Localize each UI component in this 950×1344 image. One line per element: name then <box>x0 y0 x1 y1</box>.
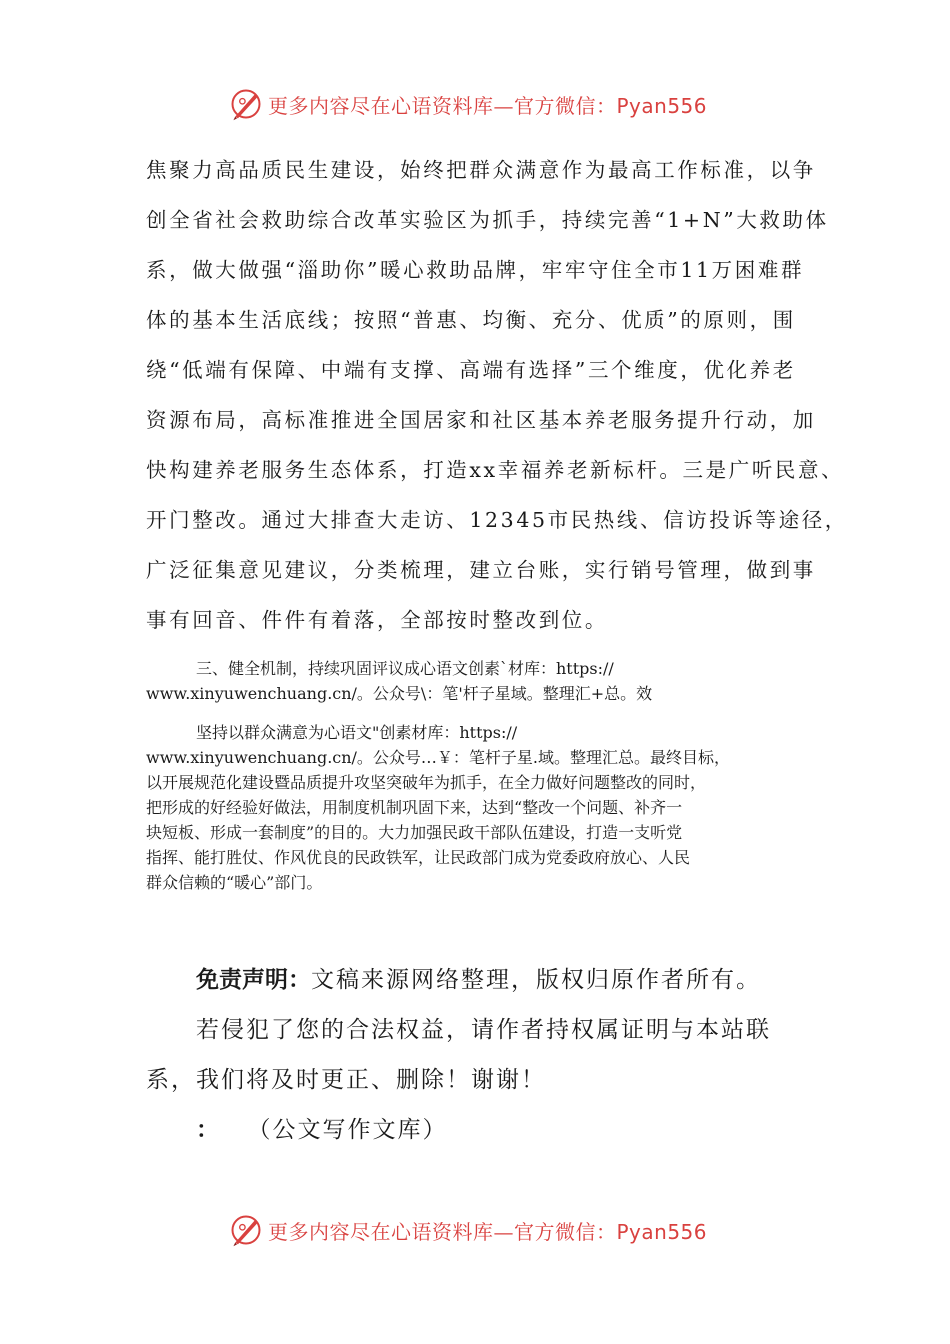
banner-text: 更多内容尽在心语资料库—官方微信： <box>268 1219 617 1244</box>
disclaimer-text: 文稿来源网络整理，版权归原作者所有。 <box>311 967 761 993</box>
text-line: 系，做大做强“淄助你”暖心救助品牌，牢牢守住全市11万困难群 <box>146 258 805 282</box>
text-line: 指挥、能打胜仗、作风优良的民政铁军，让民政部门成为党委政府放心、人民 <box>146 848 691 867</box>
disclaimer-label: 免责声明： <box>196 967 311 993</box>
disclaimer <box>146 960 846 1160</box>
text-line: 创全省社会救助综合改革实验区为抓手，持续完善“1+N”大救助体 <box>146 208 829 232</box>
text-line: 体的基本生活底线；按照“普惠、均衡、充分、优质”的原则，围 <box>146 308 796 332</box>
text-line: 资源布局，高标准推进全国居家和社区基本养老服务提升行动，加 <box>146 408 816 432</box>
banner-wechat-id: Pyan556 <box>616 93 708 118</box>
pen-logo-icon <box>228 86 264 122</box>
section-heading <box>146 656 826 706</box>
heading-line: 三、健全机制，持续巩固评议成心语文创素`材库：https:// <box>196 659 614 678</box>
text-line: 块短板、形成一套制度”的目的。大力加强民政干部队伍建设，打造一支听党 <box>146 823 683 842</box>
text-line: 群众信赖的“暖心”部门。 <box>146 873 323 892</box>
text-line: 快构建养老服务生态体系，打造xx幸福养老新标杆。三是广听民意、 <box>146 458 845 482</box>
pen-logo-icon <box>228 1212 264 1248</box>
text-line: 把形成的好经验好做法，用制度机制巩固下来，达到“整改一个问题、补齐一 <box>146 798 683 817</box>
text-line: 坚持以群众满意为心语文"创素材库：https:// <box>196 723 518 742</box>
header-banner <box>228 84 707 124</box>
text-line: 事有回音、件件有着落，全部按时整改到位。 <box>146 608 608 632</box>
banner-text: 更多内容尽在心语资料库—官方微信： <box>268 93 617 118</box>
text-line: 开门整改。通过大排查大走访、12345市民热线、信访投诉等途径， <box>146 508 848 532</box>
disclaimer-text: 系，我们将及时更正、删除！谢谢！ <box>146 1067 546 1093</box>
text-line: 广泛征集意见建议，分类梳理，建立台账，实行销号管理，做到事 <box>146 558 816 582</box>
section-paragraph <box>146 720 826 895</box>
source-text: （公文写作文库） <box>259 1117 448 1143</box>
text-line: 绕“低端有保障、中端有支撑、高端有选择”三个维度，优化养老 <box>146 358 796 382</box>
text-line: www.xinyuwenchuang.cn/。公众号…￥：笔杆子星.域。整理汇总。最终目标， <box>146 748 731 767</box>
main-paragraph <box>146 152 848 652</box>
text-line: 焦聚力高品质民生建设，始终把群众满意作为最高工作标准，以争 <box>146 158 816 182</box>
source-colon: ： <box>196 1117 221 1143</box>
disclaimer-text: 若侵犯了您的合法权益，请作者持权属证明与本站联 <box>196 1017 771 1043</box>
banner-wechat-id: Pyan556 <box>616 1219 708 1244</box>
footer-banner <box>228 1210 707 1250</box>
heading-line: www.xinyuwenchuang.cn/。公众号\：笔'杆子星域。整理汇+总。效 <box>146 684 653 703</box>
text-line: 以开展规范化建设暨品质提升攻坚突破年为抓手，在全力做好问题整改的同时， <box>146 773 707 792</box>
